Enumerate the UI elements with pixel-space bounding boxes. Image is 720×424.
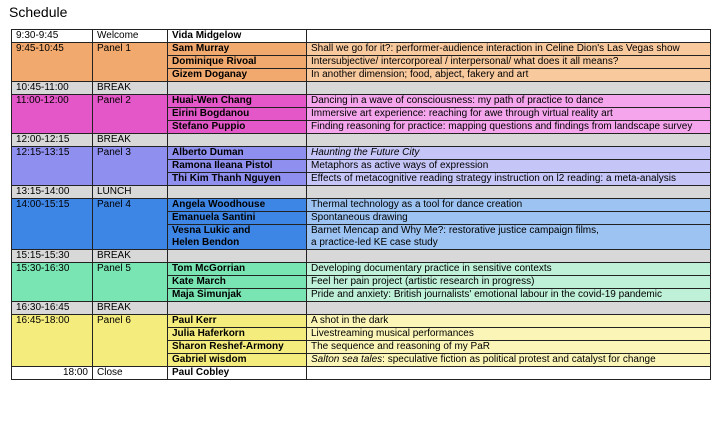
time-cell: 16:45-18:00 [12,315,93,328]
speaker-cell: Sharon Reshef-Armony [168,341,307,354]
talk-title-cell: Spontaneous drawing [307,212,711,225]
speaker-cell [168,302,307,315]
break-row [12,186,711,199]
speaker-cell: Helen Bendon [168,237,307,250]
talk-title-cell: A shot in the dark [307,315,711,328]
time-cell: 16:30-16:45 [12,302,93,315]
time-cell: 11:00-12:00 [12,95,93,108]
talk-title-cell: Feel her pain project (artistic research in progress) [307,276,711,289]
talk-title-cell: Barnet Mencap and Why Me?: restorative justice campaign films, [307,225,711,238]
panel-cell: Panel 3 [93,147,168,160]
schedule-row [12,108,711,121]
schedule-row [12,328,711,341]
talk-title-cell: Developing documentary practice in sensitive contexts [307,263,711,276]
talk-title-cell: In another dimension; food, abject, fakery and art [307,69,711,82]
time-cell: 13:15-14:00 [12,186,93,199]
speaker-cell: Vida Midgelow [168,30,307,43]
panel-cell [93,212,168,225]
speaker-cell: Ramona Ileana Pistol [168,160,307,173]
panel-cell [93,108,168,121]
talk-title-cell: Intersubjective/ intercorporeal / interpersonal/ what does it all means? [307,56,711,69]
panel-cell [93,173,168,186]
talk-title-cell: Metaphors as active ways of expression [307,160,711,173]
schedule-row [12,225,711,238]
talk-title-cell: Effects of metacognitive reading strategy instruction on l2 reading: a meta-analysis [307,173,711,186]
schedule-row [12,315,711,328]
time-cell [12,328,93,341]
time-cell: 10:45-11:00 [12,82,93,95]
talk-title-cell: Finding reasoning for practice: mapping questions and findings from landscape survey [307,121,711,134]
panel-cell: BREAK [93,82,168,95]
time-cell: 9:45-10:45 [12,43,93,56]
schedule-row [12,354,711,367]
time-cell [12,225,93,238]
schedule-row [12,199,711,212]
speaker-cell: Paul Cobley [168,367,307,380]
break-row [12,250,711,263]
schedule-row [12,147,711,160]
speaker-cell: Tom McGorrian [168,263,307,276]
panel-cell: BREAK [93,134,168,147]
schedule-row [12,263,711,276]
schedule-row [12,212,711,225]
schedule-row [12,367,711,380]
schedule-row [12,173,711,186]
panel-cell [93,341,168,354]
talk-title-cell: Immersive art experience: reaching for awe through virtual reality art [307,108,711,121]
schedule-row [12,30,711,43]
talk-title-cell: a practice-led KE case study [307,237,711,250]
panel-cell [93,69,168,82]
panel-cell: Panel 6 [93,315,168,328]
time-cell: 18:00 [12,367,93,380]
speaker-cell: Eirini Bogdanou [168,108,307,121]
time-cell [12,341,93,354]
time-cell: 15:30-16:30 [12,263,93,276]
time-cell [12,237,93,250]
schedule-row [12,289,711,302]
speaker-cell [168,134,307,147]
speaker-cell [168,82,307,95]
talk-title-cell [307,367,711,380]
schedule-row [12,237,711,250]
talk-title-cell [307,186,711,199]
panel-cell [93,56,168,69]
panel-cell: Welcome [93,30,168,43]
speaker-cell: Angela Woodhouse [168,199,307,212]
schedule-body [12,30,711,380]
talk-title-cell [307,250,711,263]
break-row [12,134,711,147]
panel-cell [93,160,168,173]
time-cell: 15:15-15:30 [12,250,93,263]
time-cell [12,56,93,69]
panel-cell: Panel 4 [93,199,168,212]
panel-cell [93,225,168,238]
speaker-cell: Kate March [168,276,307,289]
panel-cell: Close [93,367,168,380]
schedule-row [12,43,711,56]
panel-cell: Panel 2 [93,95,168,108]
time-cell: 12:15-13:15 [12,147,93,160]
speaker-cell: Huai-Wen Chang [168,95,307,108]
speaker-cell [168,186,307,199]
panel-cell: Panel 5 [93,263,168,276]
time-cell [12,289,93,302]
talk-title-cell: Salton sea tales: speculative fiction as political protest and catalyst for change [307,354,711,367]
time-cell: 9:30-9:45 [12,30,93,43]
time-cell: 14:00-15:15 [12,199,93,212]
speaker-cell: Paul Kerr [168,315,307,328]
talk-title-cell: Livestreaming musical performances [307,328,711,341]
schedule-row [12,121,711,134]
schedule-row [12,341,711,354]
talk-title-cell: Dancing in a wave of consciousness: my path of practice to dance [307,95,711,108]
panel-cell [93,121,168,134]
speaker-cell: Thi Kim Thanh Nguyen [168,173,307,186]
schedule-row [12,69,711,82]
time-cell [12,108,93,121]
panel-cell: BREAK [93,302,168,315]
talk-title-cell [307,82,711,95]
talk-title-cell: Haunting the Future City [307,147,711,160]
time-cell [12,173,93,186]
panel-cell [93,237,168,250]
speaker-cell: Vesna Lukic and [168,225,307,238]
speaker-cell: Gabriel wisdom [168,354,307,367]
schedule-row [12,95,711,108]
panel-cell [93,289,168,302]
speaker-cell: Sam Murray [168,43,307,56]
page-title: Schedule [9,4,68,20]
time-cell [12,160,93,173]
talk-title-cell: The sequence and reasoning of my PaR [307,341,711,354]
panel-cell [93,328,168,341]
time-cell [12,354,93,367]
talk-title-cell: Pride and anxiety: British journalists' emotional labour in the covid-19 pandemic [307,289,711,302]
talk-title-cell [307,30,711,43]
panel-cell [93,354,168,367]
time-cell [12,212,93,225]
talk-title-cell [307,302,711,315]
time-cell [12,276,93,289]
break-row [12,82,711,95]
talk-title-cell [307,134,711,147]
time-cell [12,121,93,134]
schedule-table [11,29,711,380]
schedule-row [12,160,711,173]
panel-cell [93,276,168,289]
schedule-row [12,276,711,289]
speaker-cell: Maja Šimunjak [168,289,307,302]
speaker-cell: Alberto Duman [168,147,307,160]
talk-title-cell: Thermal technology as a tool for dance creation [307,199,711,212]
time-cell: 12:00-12:15 [12,134,93,147]
speaker-cell: Gizem Doganay [168,69,307,82]
break-row [12,302,711,315]
speaker-cell: Julia Haferkorn [168,328,307,341]
panel-cell: BREAK [93,250,168,263]
schedule-row [12,56,711,69]
time-cell [12,69,93,82]
speaker-cell: Dominique Rivoal [168,56,307,69]
panel-cell: LUNCH [93,186,168,199]
speaker-cell: Stefano Puppio [168,121,307,134]
speaker-cell: Emanuela Santini [168,212,307,225]
panel-cell: Panel 1 [93,43,168,56]
talk-title-cell: Shall we go for it?: performer-audience interaction in Celine Dion's Las Vegas show [307,43,711,56]
speaker-cell [168,250,307,263]
